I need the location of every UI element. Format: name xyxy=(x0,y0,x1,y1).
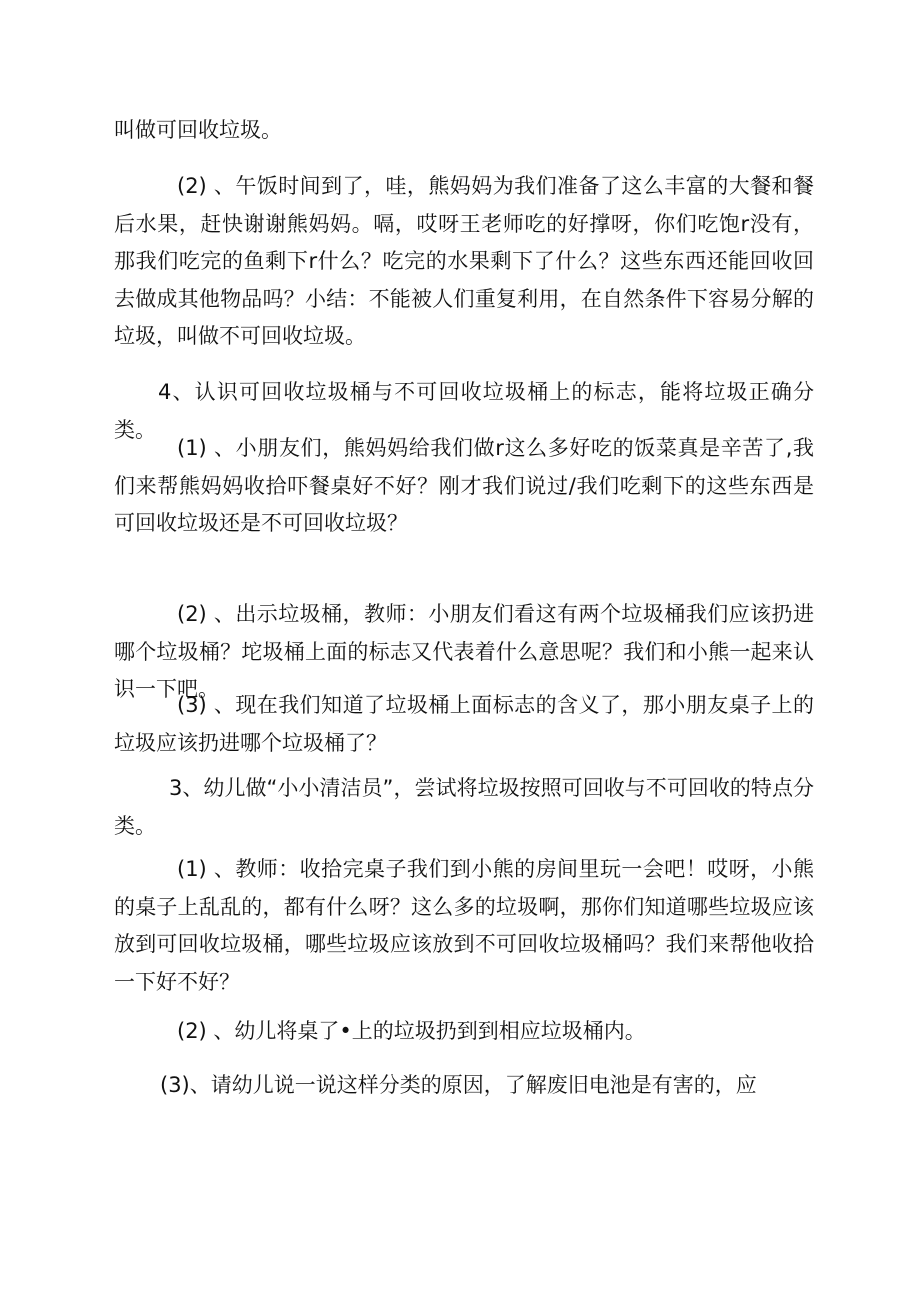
paragraph-7: 3、幼儿做“小小清洁员”，尝试将垃圾按照可回收与不可回收的特点分类。 xyxy=(114,776,814,838)
paragraph-10: (3)、请幼儿说一说这样分类的原因，了解废旧电池是有害的，应 xyxy=(160,1073,757,1097)
paragraph-2: (2) 、午饭时间到了，哇，熊妈妈为我们准备了这么丰富的大餐和餐后水果，赶快谢谢熊妈妈。嗝，哎呀王老师吃的好撑呀，你们吃饱r没有，那我们吃完的鱼剩下r什么？吃完的水果剩下了什么？这些东西还能回收回去做成其他物品吗？小结：不能被人们重复利用，在自然条件下容易分解的垃圾，叫做不可回收垃圾。 xyxy=(114,174,814,348)
paragraph-4: (1) 、小朋友们，熊妈妈给我们做r这么多好吃的饭菜真是辛苦了,我们来帮熊妈妈收拾吓餐桌好不好？刚才我们说过/我们吃剩下的这些东西是可回收垃圾还是不可回收垃圾？ xyxy=(114,436,814,535)
paragraph-9: (2) 、幼儿将桌了•上的垃圾扔到到相应垃圾桶内。 xyxy=(177,1019,646,1043)
paragraph-1: 叫做可回收垃圾。 xyxy=(114,118,282,142)
paragraph-6: (3) 、现在我们知道了垃圾桶上面标志的含义了，那小朋友桌子上的垃圾应该扔进哪个垃圾桶了？ xyxy=(114,693,814,755)
paragraph-8: (1) 、教师：收拾完桌子我们到小熊的房间里玩一会吧！哎呀，小熊的桌子上乱乱的，都有什么呀？这么多的垃圾啊，那你们知道哪些垃圾应该放到可回收垃圾桶，哪些垃圾应该放到不可回收垃圾桶吗？我们来帮他收拾一下好不好？ xyxy=(114,857,814,994)
paragraph-3: 4、认识可回收垃圾桶与不可回收垃圾桶上的标志，能将垃圾正确分类。 xyxy=(114,380,814,442)
paragraph-5: (2) 、出示垃圾桶，教师：小朋友们看这有两个垃圾桶我们应该扔进哪个垃圾桶？坨圾桶上面的标志又代表着什么意思呢？我们和小熊一起来认识一下吧。 xyxy=(114,602,814,701)
